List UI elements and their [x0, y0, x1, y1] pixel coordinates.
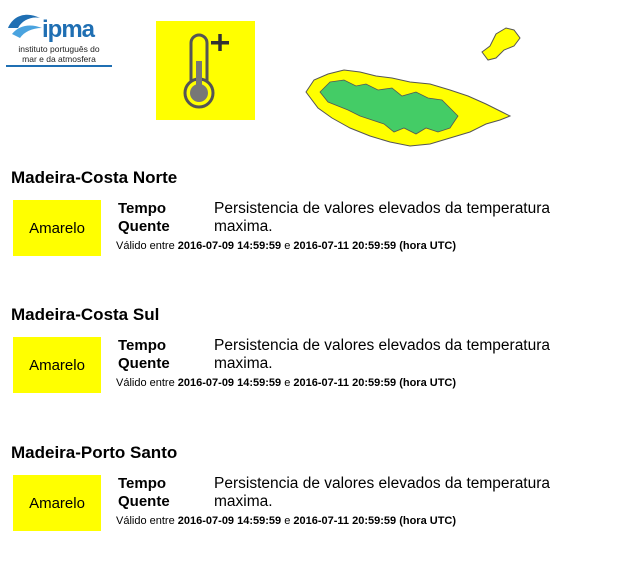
- warning-level-badge: Amarelo: [13, 475, 101, 531]
- region-title: Madeira-Costa Norte: [11, 168, 178, 187]
- validity-period: Válido entre 2016-07-09 14:59:59 e 2016-07-11 20:59:59 (hora UTC): [116, 515, 457, 527]
- logo-underline: [6, 65, 112, 67]
- region-costa-sul: [0, 305, 640, 405]
- warning-description: Persistencia de valores elevados da temperatura maxima.: [214, 337, 551, 372]
- warning-description: Persistencia de valores elevados da temperatura maxima.: [214, 200, 551, 235]
- region-title: Madeira-Costa Sul: [11, 305, 160, 324]
- warning-level-badge: Amarelo: [13, 337, 101, 393]
- warning-type-box: [156, 21, 255, 120]
- warning-level-badge: Amarelo: [13, 200, 101, 256]
- madeira-map: [300, 20, 540, 150]
- ipma-wave-icon: [6, 10, 46, 44]
- warning-description: Persistencia de valores elevados da temperatura maxima.: [214, 475, 551, 510]
- thermometer-plus-icon: [156, 21, 255, 120]
- ipma-logo[interactable]: [6, 10, 112, 66]
- validity-period: Válido entre 2016-07-09 14:59:59 e 2016-07-11 20:59:59 (hora UTC): [116, 377, 457, 389]
- region-title: Madeira-Porto Santo: [11, 443, 178, 462]
- region-costa-norte: [0, 168, 640, 268]
- warning-type: Tempo Quente: [118, 200, 170, 235]
- madeira-map-icon: [300, 20, 540, 150]
- validity-period: Válido entre 2016-07-09 14:59:59 e 2016-07-11 20:59:59 (hora UTC): [116, 240, 457, 252]
- logo-wordmark: ipma: [42, 16, 95, 43]
- warning-type: Tempo Quente: [118, 337, 170, 372]
- logo-subtitle: instituto português do mar e da atmosfera: [18, 44, 100, 64]
- region-porto-santo: [0, 443, 640, 543]
- warning-type: Tempo Quente: [118, 475, 170, 510]
- header: [0, 0, 640, 160]
